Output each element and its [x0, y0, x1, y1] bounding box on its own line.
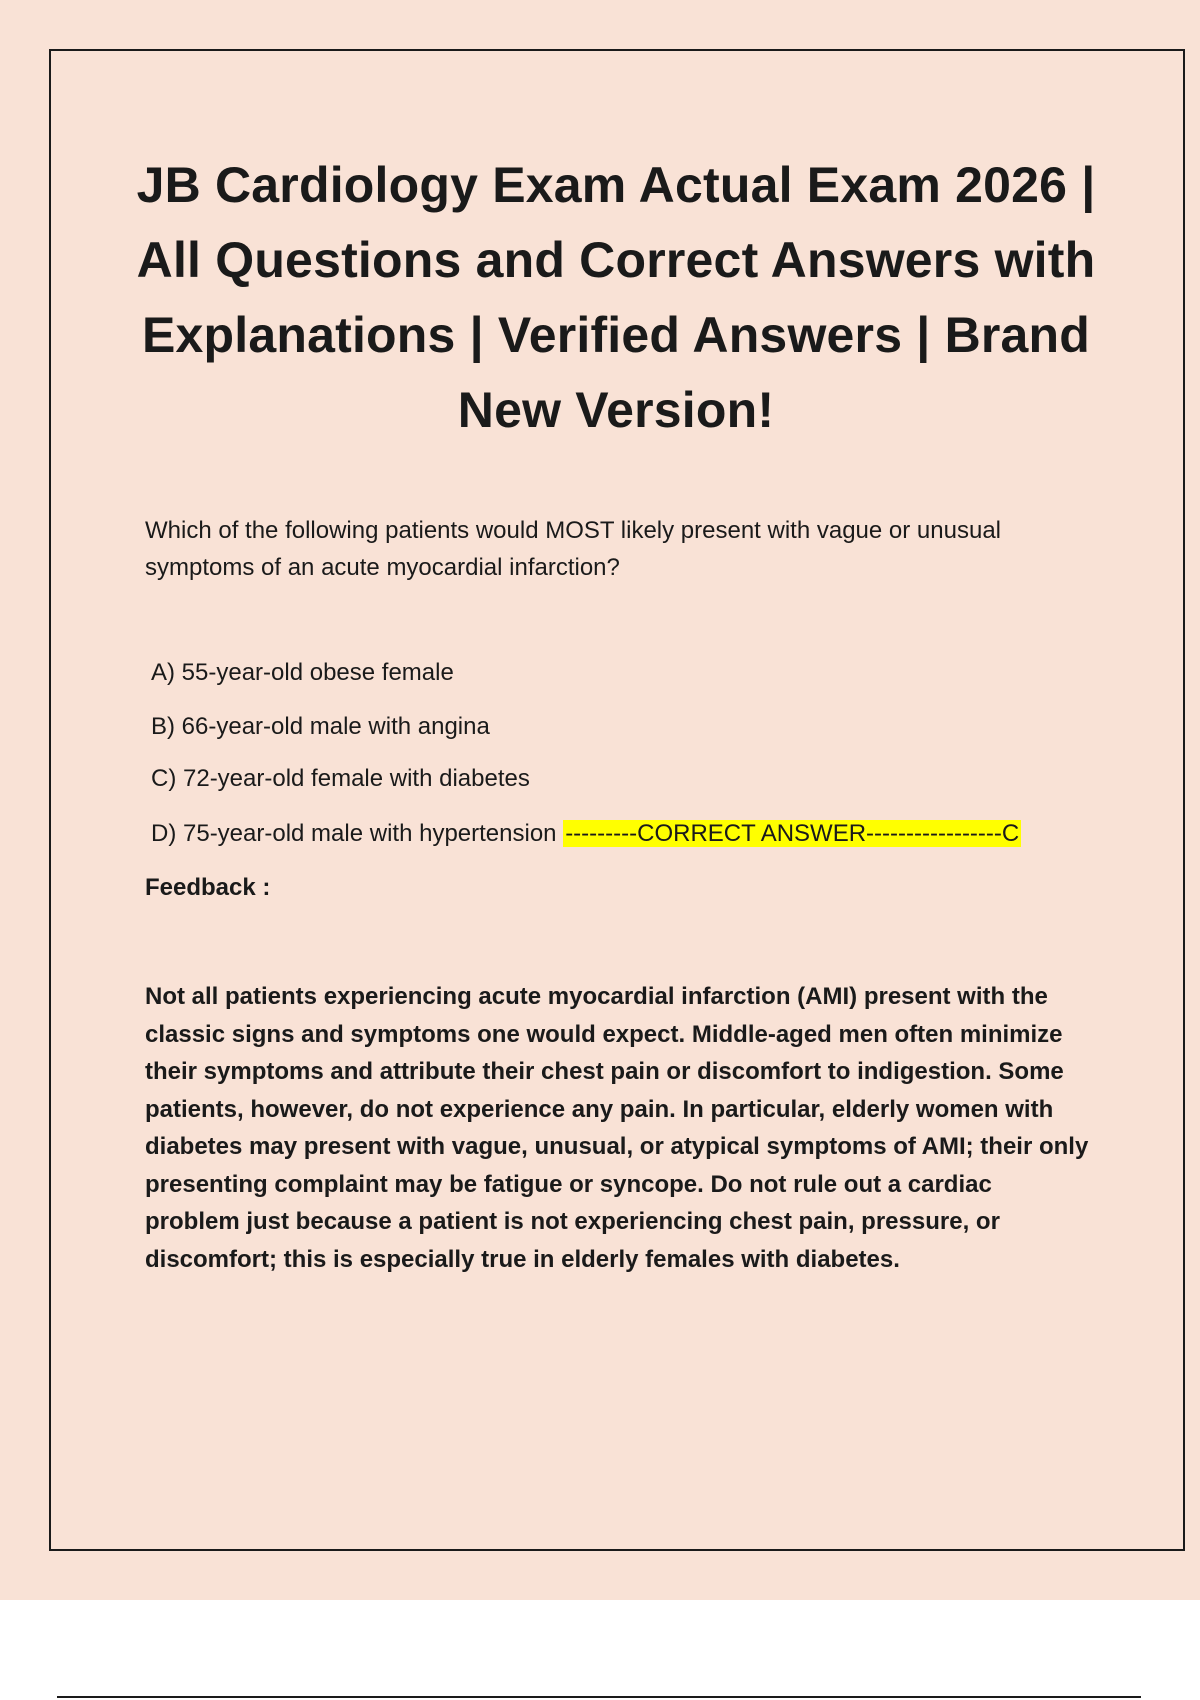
document-title: JB Cardiology Exam Actual Exam 2026 | All Questions and Correct Answers with Explanations | Verified Answers | Brand New Version!	[136, 157, 1096, 438]
feedback-explanation: Not all patients experiencing acute myocardial infarction (AMI) present with the classic signs and symptoms one would expect. Middle-aged men often minimize their symptoms and attribute their chest pain or discomfort to indigestion. Some patients, however, do not experience any pain. In particular, elderly women with diabetes may present with vague, unusual, or atypical symptoms of AMI; their only presenting complaint may be fatigue or syncope. Do not rule out a cardiac problem just because a patient is not experiencing chest pain, pressure, or discomfort; this is especially true in elderly females with diabetes.	[145, 983, 1089, 1273]
option-d: D) 75-year-old male with hypertension	[151, 820, 557, 847]
correct-answer-marker: ---------CORRECT ANSWER-----------------C	[565, 820, 1020, 847]
question-text: Which of the following patients would MOST likely present with vague or unusual symptoms of an acute myocardial infarction?	[145, 517, 1001, 581]
feedback-label: Feedback :	[145, 874, 271, 901]
option-d-line	[151, 818, 1021, 850]
bottom-divider	[57, 1696, 1141, 1698]
option-b: B) 66-year-old male with angina	[151, 713, 490, 740]
option-a: A) 55-year-old obese female	[151, 659, 454, 686]
option-c: C) 72-year-old female with diabetes	[151, 765, 530, 792]
